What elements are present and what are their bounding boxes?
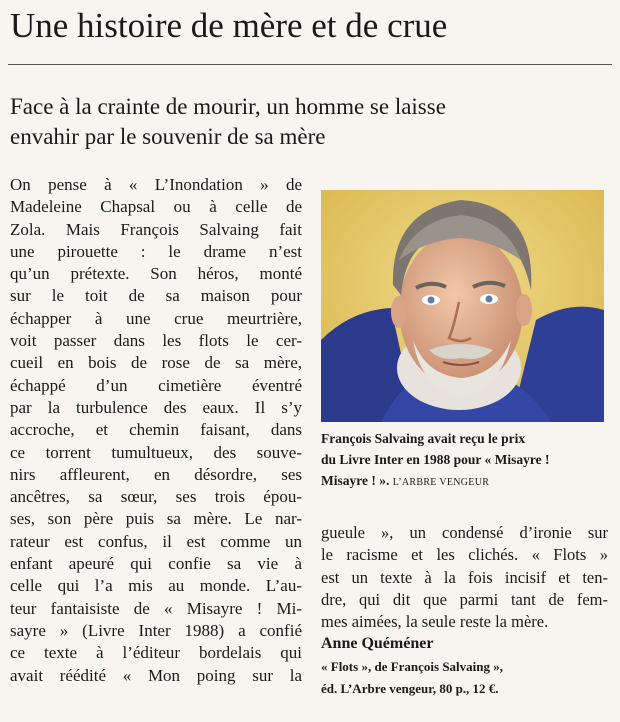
body-line: ce texte à l’éditeur bordelais qui	[10, 643, 302, 663]
subtitle	[10, 92, 610, 152]
caption-line: du Livre Inter en 1988 pour « Misayre !	[321, 452, 550, 467]
body-line: mes aimées, la seule reste la mère.	[321, 612, 549, 632]
body-line: cueil en bois de rose de sa mère,	[10, 353, 302, 373]
body-line: voit passer dans les flots le cer-	[10, 331, 302, 351]
body-line: par la turbulence des eaux. Il s’y	[10, 397, 302, 417]
subtitle-line: envahir par le souvenir de sa mère	[10, 124, 326, 149]
caption-line-last	[321, 470, 606, 493]
body-line: Zola. Mais François Salvaing fait	[10, 219, 302, 239]
body-line: accroche, et chemin faisant, dans	[10, 420, 302, 440]
caption-text: Misayre ! ».	[321, 473, 390, 488]
body-line: enfant apeuré qui confie sa vie à	[10, 554, 302, 574]
body-line: qu’un prétexte. Son héros, monté	[10, 264, 302, 284]
headline: Une histoire de mère et de crue	[10, 6, 448, 45]
body-line: est un texte à la fois incisif et ten-	[321, 567, 608, 587]
body-line: rateur est confus, il est comme un	[10, 531, 302, 551]
body-line: celle qui l’a mis au monde. L’au-	[10, 576, 302, 596]
portrait-illustration	[321, 190, 604, 422]
body-line: échappé d’un cimetière éventré	[10, 375, 302, 395]
body-line: sur le toit de sa maison pour	[10, 286, 302, 306]
body-line: gueule », un condensé d’ironie sur	[321, 523, 608, 542]
subtitle-line: Face à la crainte de mourir, un homme se laisse	[10, 94, 446, 119]
body-line: une pirouette : le drame n’est	[10, 241, 302, 261]
reference-line: éd. L’Arbre vengeur, 80 p., 12 €.	[321, 681, 499, 696]
caption-line: François Salvaing avait reçu le prix	[321, 431, 526, 446]
body-line: le racisme et les clichés. « Flots »	[321, 545, 608, 565]
body-line: dre, qui dit que parmi tant de fem-	[321, 589, 608, 609]
article-body-left	[10, 174, 302, 687]
article-body-right	[321, 522, 608, 633]
body-line: ancêtres, sa sœur, ses trois épou-	[10, 487, 302, 507]
photo-caption	[321, 428, 606, 493]
body-line: avait réédité « Mon poing sur la	[10, 665, 302, 685]
body-line: ses, son père puis sa mère. Le nar-	[10, 509, 302, 529]
body-line: On pense à « L’Inondation » de	[10, 175, 302, 194]
author-byline: Anne Quéméner	[321, 635, 434, 652]
reference-line: « Flots », de François Salvaing »,	[321, 659, 504, 674]
body-line: Madeleine Chapsal ou à celle de	[10, 197, 302, 217]
author-photo	[321, 190, 604, 422]
body-line: teur fantaisiste de « Misayre ! Mi-	[10, 598, 302, 618]
body-line: échapper à une crue meurtrière,	[10, 308, 302, 328]
book-reference	[321, 656, 611, 700]
body-line: nirs affleurent, en désordre, ses	[10, 464, 302, 484]
body-line: ce torrent tumultueux, des souve-	[10, 442, 302, 462]
body-line: sayre » (Livre Inter 1988) a confié	[10, 620, 302, 640]
headline-rule	[8, 64, 612, 65]
photo-credit: L’ARBRE VENGEUR	[392, 477, 490, 488]
